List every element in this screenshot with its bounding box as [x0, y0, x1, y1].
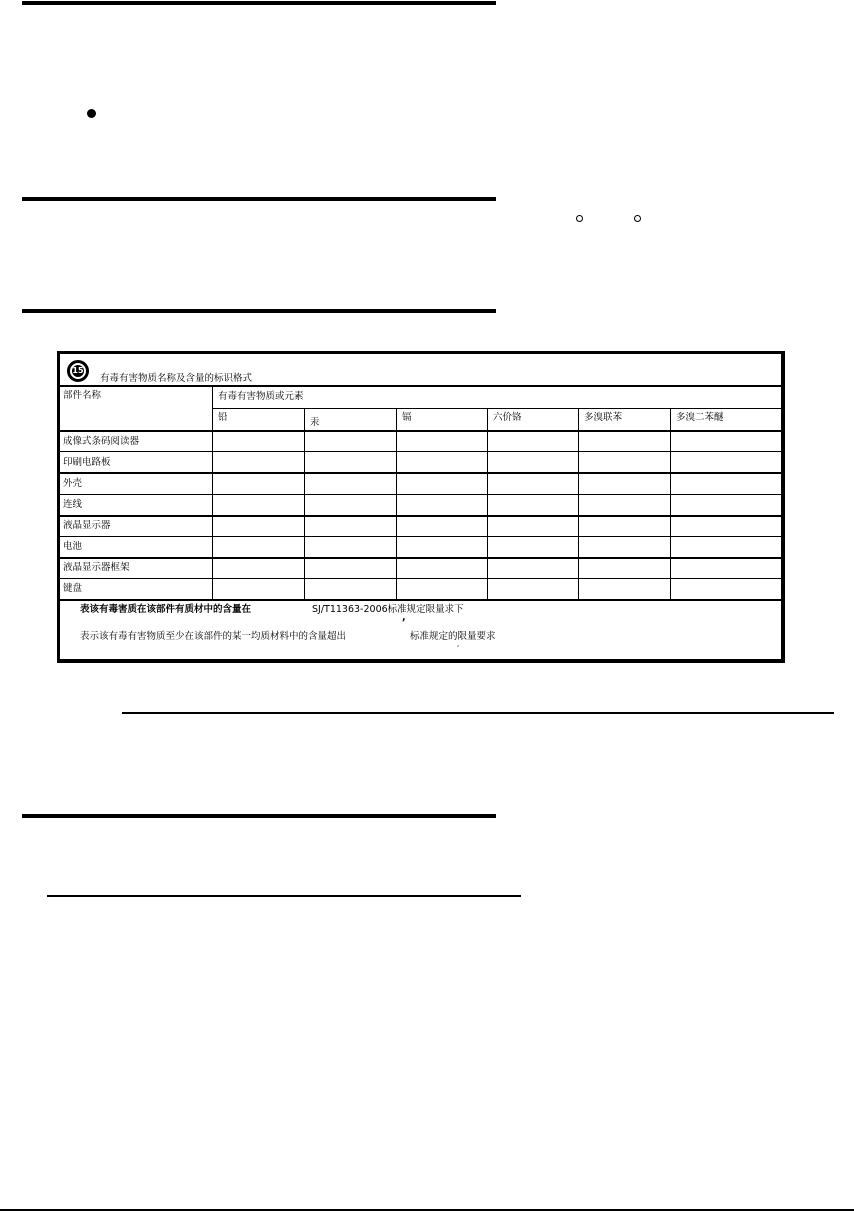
logo-number: 15 [72, 366, 84, 375]
page-footer-rule [0, 1209, 854, 1211]
underline-rule-2 [47, 895, 521, 897]
footnote-2-mark: , [457, 640, 460, 648]
hazardous-substances-table [57, 351, 785, 663]
table-line [60, 578, 781, 579]
degree-mark-1 [576, 215, 583, 222]
substance-pbde: 多溴二苯醚 [676, 412, 724, 423]
row-label: 电池 [63, 541, 83, 552]
row-label: 键盘 [63, 583, 83, 594]
footnote-1-standard: SJ/T11363-2006标准规定限量求下 [312, 604, 464, 615]
table-line [60, 430, 781, 432]
table-line [60, 536, 781, 537]
bullet-point [87, 109, 96, 118]
table-line [396, 408, 397, 599]
table-line [212, 408, 781, 409]
table-line [60, 472, 781, 474]
footnote-1-mark: , [402, 612, 406, 623]
substance-cadmium: 镉 [402, 412, 412, 423]
table-line [60, 451, 781, 452]
section-rule-3 [22, 309, 496, 313]
section-rule-2 [22, 197, 496, 201]
table-line [212, 385, 213, 599]
substances-header: 有毒有害物质或元素 [218, 391, 304, 402]
table-line [578, 408, 579, 599]
table-line [304, 408, 305, 599]
footnote-1-text: 表该有毒害质在该部件有质材中的含量在 [80, 604, 252, 615]
table-line [60, 515, 781, 517]
section-rule-1 [22, 1, 496, 5]
footnote-2-text: 表示该有毒有害物质至少在该部件的某一均质材料中的含量超出 [80, 631, 347, 642]
row-label: 成像式条码阅读器 [63, 436, 140, 447]
row-label: 液晶显示器框架 [63, 562, 130, 573]
table-line [60, 599, 781, 601]
underline-rule [122, 712, 834, 714]
table-line [487, 408, 488, 599]
footnote-2-standard: 标准规定的限量要求 [410, 631, 496, 642]
row-label: 印刷电路板 [63, 457, 111, 468]
substance-hexavalent-chromium: 六价铬 [493, 412, 522, 423]
environment-protection-logo [67, 360, 89, 382]
table-line [60, 494, 781, 495]
substance-pbb: 多溴联苯 [584, 412, 623, 423]
row-label: 外壳 [63, 478, 83, 489]
row-label: 连线 [63, 499, 83, 510]
substance-lead: 铅 [218, 412, 228, 423]
part-name-header: 部件名称 [63, 390, 102, 401]
substance-mercury: 汞 [310, 417, 320, 428]
table-line [60, 557, 781, 559]
section-rule-4 [22, 814, 496, 818]
degree-mark-2 [634, 215, 641, 222]
row-label: 液晶显示器 [63, 520, 111, 531]
table-line [670, 408, 671, 599]
table-line [60, 385, 781, 387]
table-title: 有毒有害物质名称及含量的标识格式 [100, 373, 253, 384]
